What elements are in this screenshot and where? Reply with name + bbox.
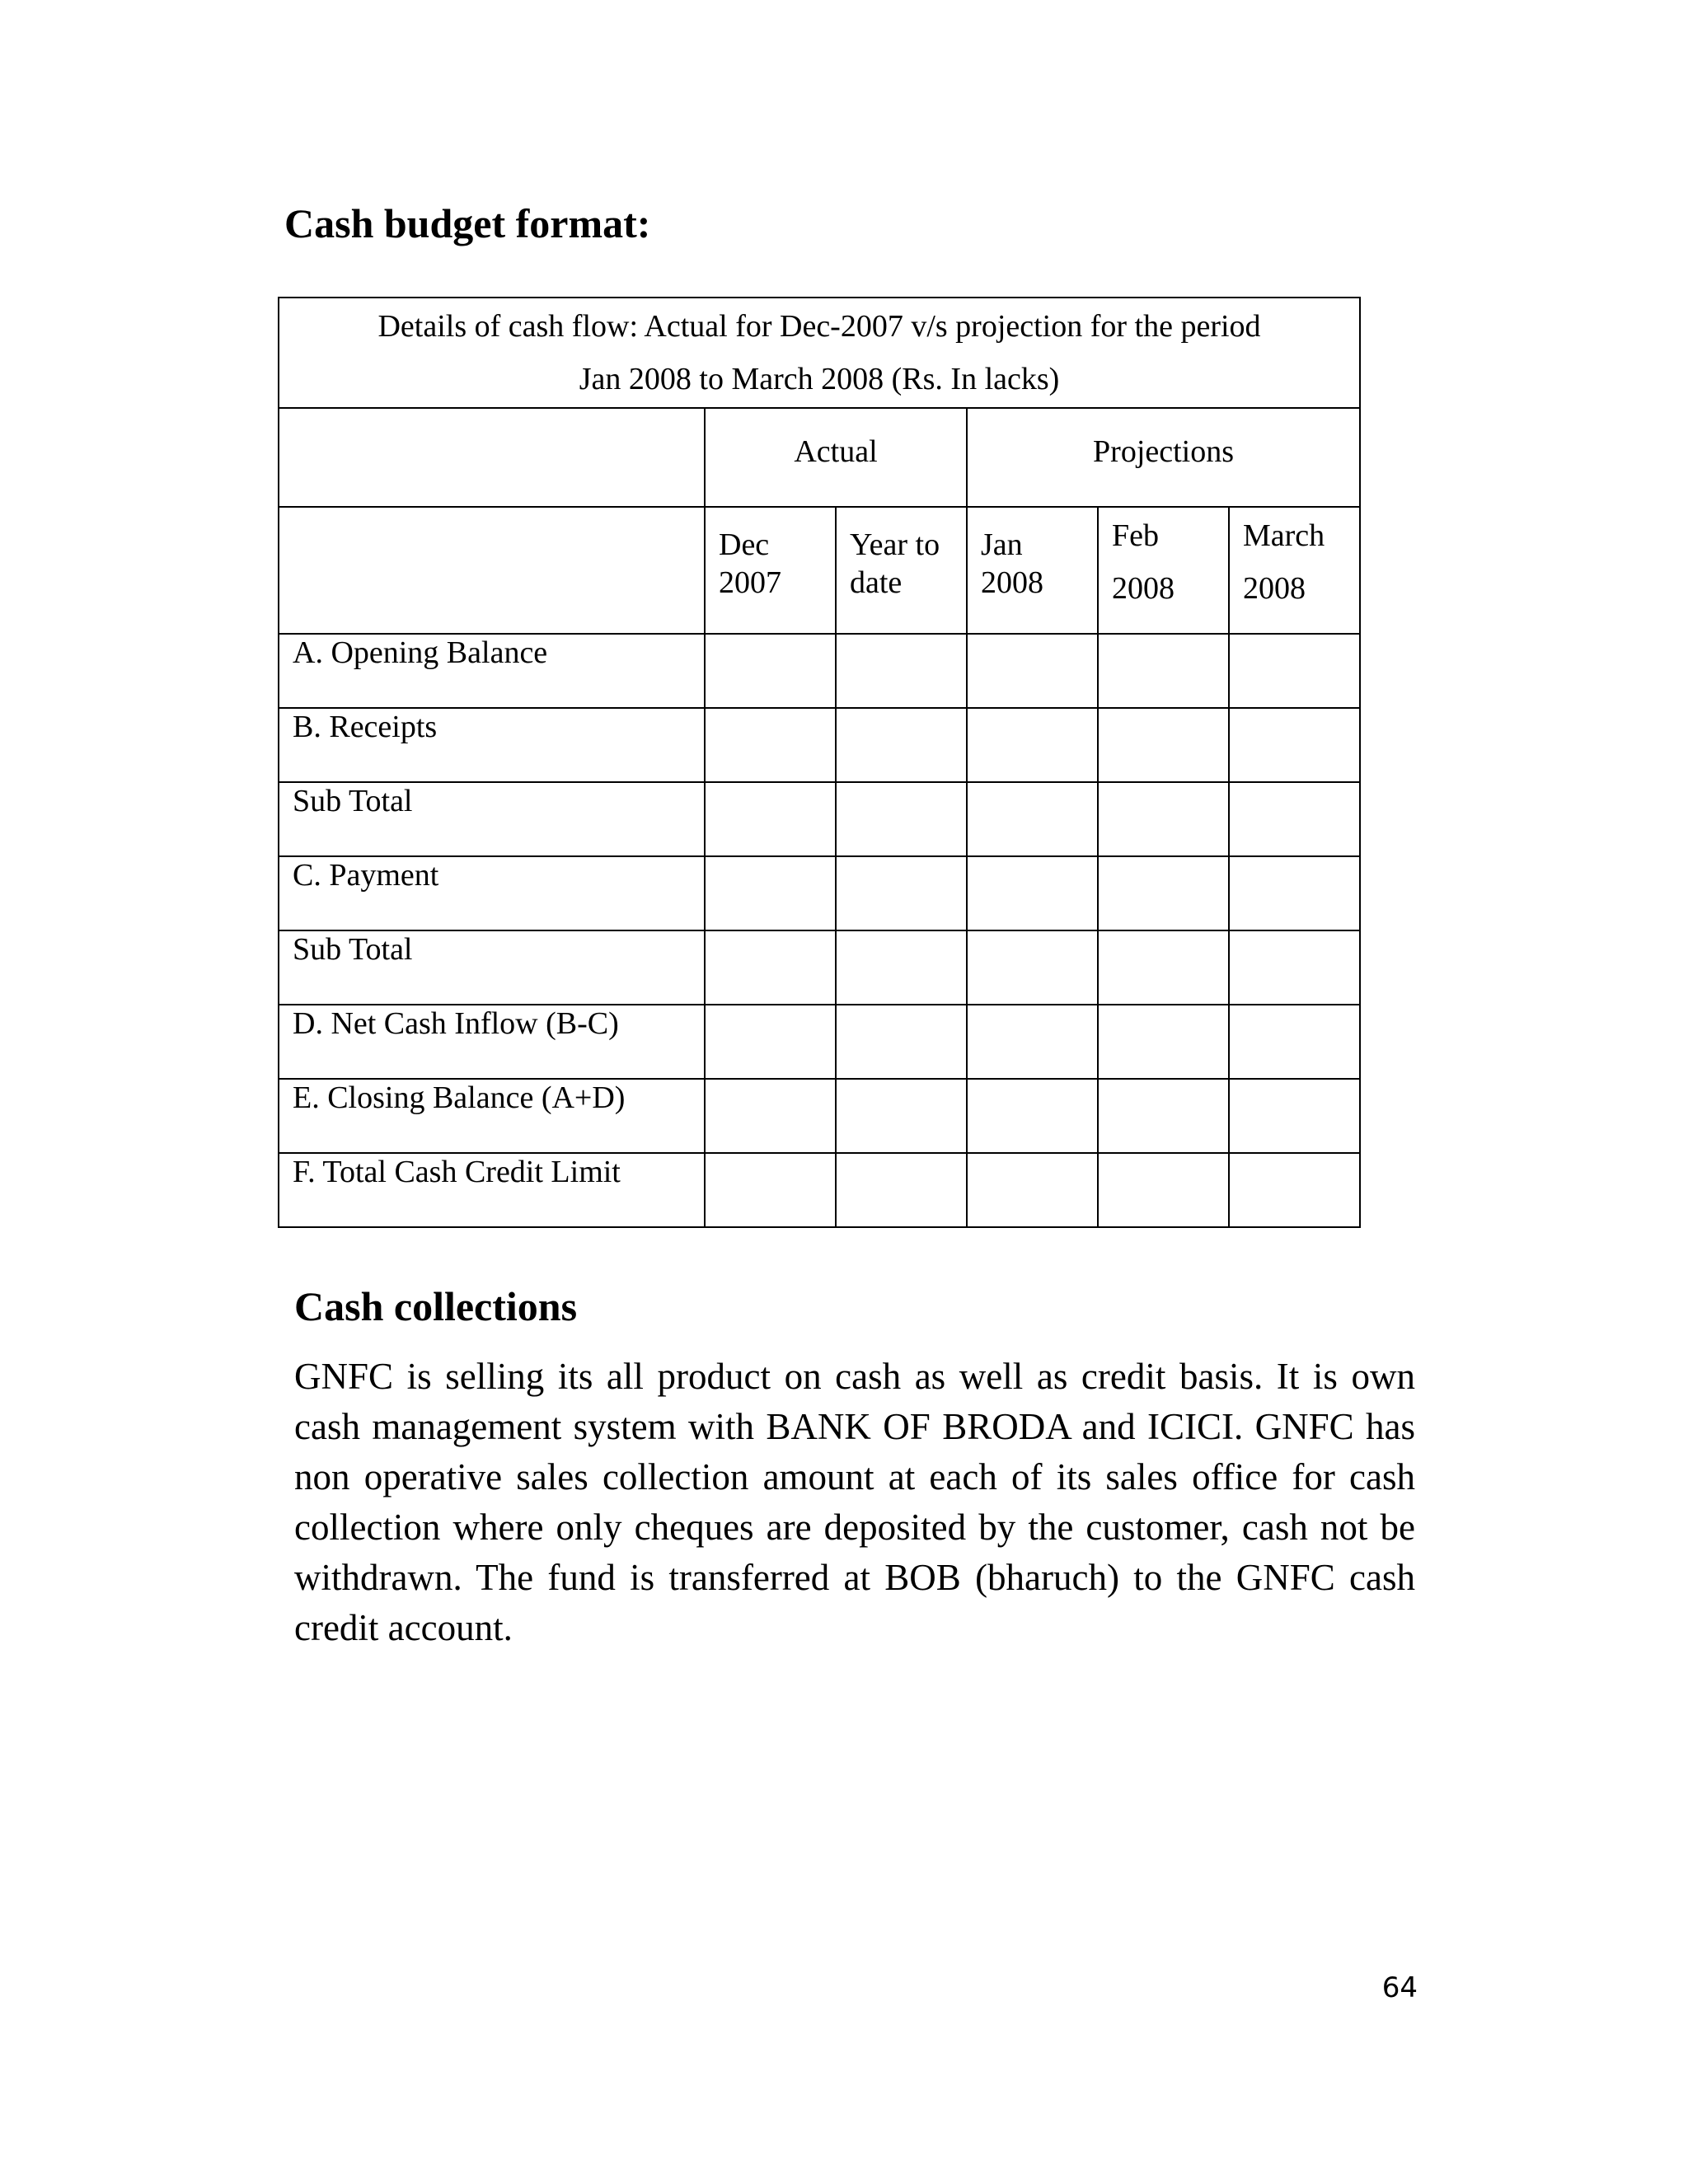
table-cell: [836, 1153, 967, 1227]
table-cell: [1229, 782, 1360, 856]
column-header-line: Dec: [719, 527, 770, 562]
group-header-empty: [279, 408, 705, 507]
table-caption-line-2: Jan 2008 to March 2008 (Rs. In lacks): [579, 362, 1060, 396]
table-cell: [967, 782, 1098, 856]
page-number: 64: [1381, 1971, 1418, 2004]
table-cell: [1098, 1079, 1229, 1153]
table-cell: [705, 930, 836, 1005]
table-cell: [1229, 634, 1360, 708]
row-label: C. Payment: [279, 856, 705, 930]
table-row: [279, 856, 1360, 930]
column-header-line: 2008: [1243, 571, 1306, 606]
table-cell: [967, 930, 1098, 1005]
row-label: Sub Total: [279, 782, 705, 856]
table-cell: [1229, 1153, 1360, 1227]
table-row: [279, 782, 1360, 856]
column-header-line: 2008: [1112, 571, 1175, 606]
table-cell: [1229, 856, 1360, 930]
column-header-line: Year to: [850, 527, 940, 562]
table-cell: [1098, 930, 1229, 1005]
table-cell: [1098, 782, 1229, 856]
column-header-march-2008: [1229, 507, 1360, 634]
table-cell: [705, 1153, 836, 1227]
row-label: E. Closing Balance (A+D): [279, 1079, 705, 1153]
table-cell: [705, 782, 836, 856]
row-label: F. Total Cash Credit Limit: [279, 1153, 705, 1227]
row-label: A. Opening Balance: [279, 634, 705, 708]
table-cell: [836, 708, 967, 782]
table-row: [279, 930, 1360, 1005]
table-cell: [967, 856, 1098, 930]
table-row: [279, 1079, 1360, 1153]
table-row: [279, 708, 1360, 782]
table-cell: [967, 1079, 1098, 1153]
column-header-empty: [279, 507, 705, 634]
table-cell: [705, 1005, 836, 1079]
table-cell: [967, 634, 1098, 708]
table-cell: [1229, 1005, 1360, 1079]
table-row: [279, 1153, 1360, 1227]
row-label: D. Net Cash Inflow (B-C): [279, 1005, 705, 1079]
column-header-year-to-date: [836, 507, 967, 634]
table-caption: [279, 298, 1360, 408]
table-cell: [1229, 930, 1360, 1005]
table-cell: [967, 1153, 1098, 1227]
table-cell: [836, 782, 967, 856]
table-cell: [1229, 708, 1360, 782]
cash-collections-paragraph: GNFC is selling its all product on cash as well as credit basis. It is own cash management system with BANK OF BRODA and ICICI. GNFC has non operative sales collection amount at each of its sales office for cash collection where only cheques are deposited by the customer, cash not be withdrawn. The fund is transferred at BOB (bharuch) to the GNFC cash credit account.: [294, 1356, 1415, 1648]
cash-budget-table: [278, 297, 1361, 1228]
table-row: [279, 1005, 1360, 1079]
table-cell: [1098, 1153, 1229, 1227]
column-header-line: Feb: [1112, 518, 1159, 553]
cash-budget-heading: Cash budget format:: [284, 200, 651, 246]
table-cell: [1098, 634, 1229, 708]
table-row: [279, 634, 1360, 708]
cash-collections-heading: Cash collections: [294, 1283, 578, 1329]
column-header-line: 2007: [719, 565, 781, 600]
table-cell: [1098, 856, 1229, 930]
table-cell: [836, 856, 967, 930]
column-header-feb-2008: [1098, 507, 1229, 634]
table-cell: [1229, 1079, 1360, 1153]
table-cell: [705, 708, 836, 782]
column-header-line: 2008: [981, 565, 1043, 600]
table-caption-line-1: Details of cash flow: Actual for Dec-2007 v/s projection for the period: [377, 309, 1261, 344]
table-cell: [705, 1079, 836, 1153]
group-header-projections: Projections: [967, 408, 1360, 507]
row-label: B. Receipts: [279, 708, 705, 782]
table-cell: [836, 1005, 967, 1079]
table-cell: [836, 634, 967, 708]
table-cell: [967, 1005, 1098, 1079]
column-header-line: March: [1243, 518, 1325, 553]
table-cell: [836, 930, 967, 1005]
table-cell: [705, 634, 836, 708]
column-header-line: date: [850, 565, 903, 600]
group-header-actual: Actual: [705, 408, 967, 507]
table-cell: [705, 856, 836, 930]
table-cell: [967, 708, 1098, 782]
column-header-jan-2008: [967, 507, 1098, 634]
column-header-dec-2007: [705, 507, 836, 634]
row-label: Sub Total: [279, 930, 705, 1005]
table-cell: [1098, 708, 1229, 782]
column-header-line: Jan: [981, 527, 1023, 562]
table-cell: [836, 1079, 967, 1153]
table-cell: [1098, 1005, 1229, 1079]
